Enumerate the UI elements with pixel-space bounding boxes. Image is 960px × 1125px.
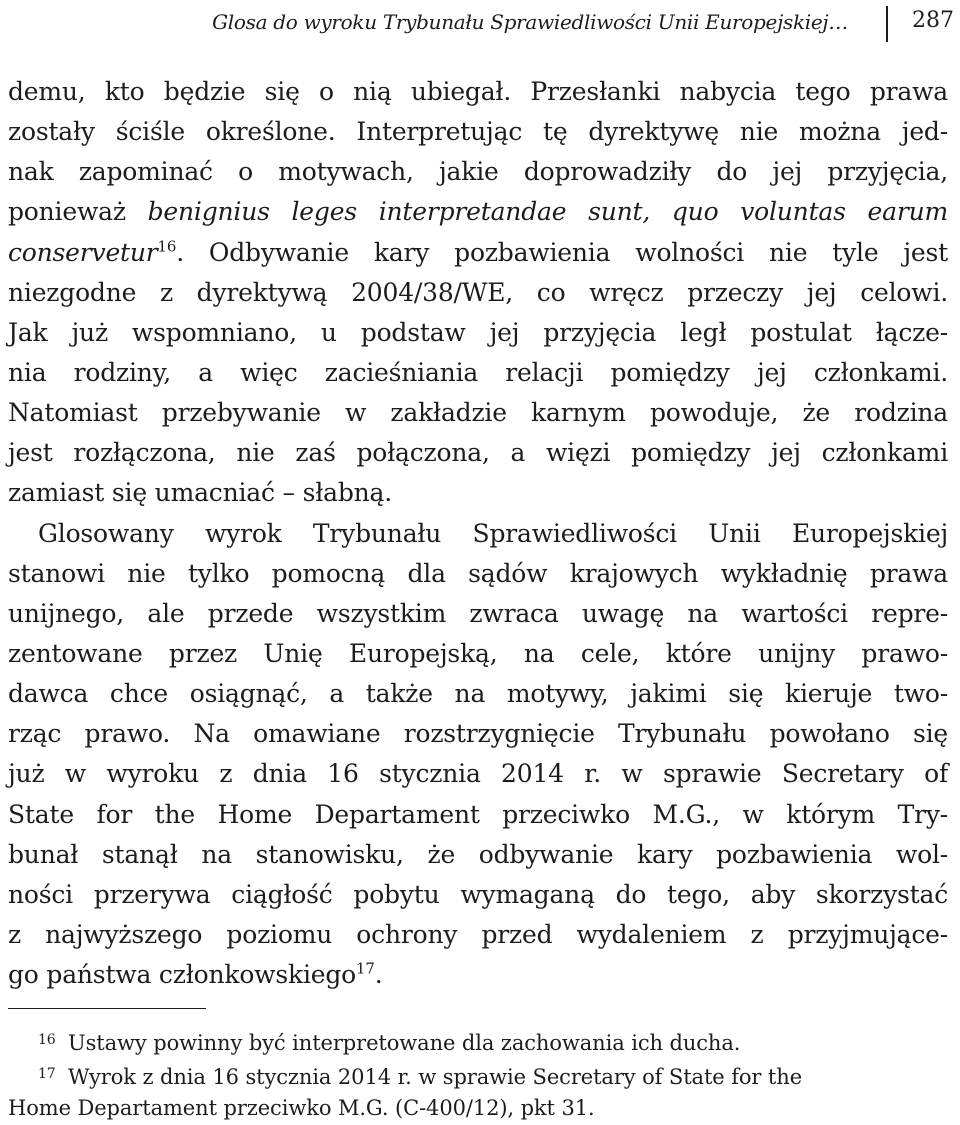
text-line: Natomiast przebywanie w zakładzie karnym powoduje, że rodzina [8, 398, 948, 428]
text-line: z najwyższego poziomu ochrony przed wydaleniem z przyjmujące- [8, 919, 948, 949]
running-header [0, 6, 960, 44]
paragraph-first-line: Glosowany wyrok Trybunału Sprawiedliwości Unii Europejskiej [38, 518, 948, 548]
text-span: . [374, 960, 383, 990]
footnotes [8, 1023, 888, 1125]
footnote-16 [8, 1023, 888, 1057]
text-line: niezgodne z dyrektywą 2004/38/WE, co wręcz przeczy jej celowi. [8, 277, 948, 307]
text-line: ności przerywa ciągłość pobytu wymaganą do tego, aby skorzystać [8, 879, 948, 909]
text-span: go państwa członkowskiego [8, 960, 356, 990]
text-line: Jak już wspomniano, u podstaw jej przyjęcia legł postulat łącze- [8, 317, 948, 347]
body-text [8, 72, 948, 995]
text-line: zentowane przez Unię Europejską, na cele, które unijny prawo- [8, 638, 948, 668]
text-span: ponieważ [8, 197, 148, 227]
text-line: zostały ściśle określone. Interpretując tę dyrektywę nie można jed- [8, 117, 948, 147]
footnote-number: 17 [38, 1066, 56, 1082]
text-line: nia rodziny, a więc zacieśniania relacji pomiędzy jej członkami. [8, 357, 948, 387]
text-line: już w wyroku z dnia 16 stycznia 2014 r. w sprawie Secretary of [8, 759, 948, 789]
text-line: dawca chce osiągnąć, a także na motywy, jakimi się kieruje two- [8, 679, 948, 709]
text-line [8, 192, 948, 232]
text-line [8, 955, 948, 995]
text-line [8, 233, 948, 273]
text-line: rząc prawo. Na omawiane rozstrzygnięcie Trybunału powołano się [8, 719, 948, 749]
text-line: nak zapominać o motywach, jakie doprowadziły do jej przyjęcia, [8, 157, 948, 187]
running-title: Glosa do wyroku Trybunału Sprawiedliwości Unii Europejskiej… [212, 10, 848, 34]
footnote-ref-17: 17 [356, 959, 375, 978]
footnote-17-continued: Home Departament przeciwko M.G. (C-400/12), pkt 31. [8, 1096, 595, 1120]
text-line: stanowi nie tylko pomocną dla sądów krajowych wykładnię prawa [8, 558, 948, 588]
text-line: zamiast się umacniać – słabną. [8, 478, 392, 508]
latin-maxim: benignius leges interpretandae sunt, quo voluntas earum [147, 197, 948, 227]
text-line: demu, kto będzie się o nią ubiegał. Przesłanki nabycia tego prawa [8, 77, 948, 106]
text-line: bunał stanął na stanowisku, że odbywanie kary pozbawienia wol- [8, 839, 948, 869]
latin-maxim-end: conservetur [8, 237, 158, 267]
text-line: jest rozłączona, nie zaś połączona, a więzi pomiędzy jej członkami [8, 438, 948, 468]
footnote-text: Ustawy powinny być interpretowane dla zachowania ich ducha. [68, 1031, 741, 1055]
page-number: 287 [912, 8, 954, 33]
text-span: . Odbywanie kary pozbawienia wolności nie tyle jest [176, 237, 948, 267]
footnote-17 [8, 1057, 888, 1091]
header-divider [886, 6, 888, 42]
text-line: State for the Home Departament przeciwko M.G., w którym Try- [8, 799, 948, 829]
text-line: unijnego, ale przede wszystkim zwraca uwagę na wartości repre- [8, 598, 948, 628]
footnote-text: Wyrok z dnia 16 stycznia 2014 r. w sprawie Secretary of State for the [68, 1065, 803, 1089]
footnote-separator [8, 1008, 206, 1009]
footnote-ref-16: 16 [157, 237, 177, 256]
footnote-number: 16 [38, 1032, 56, 1048]
